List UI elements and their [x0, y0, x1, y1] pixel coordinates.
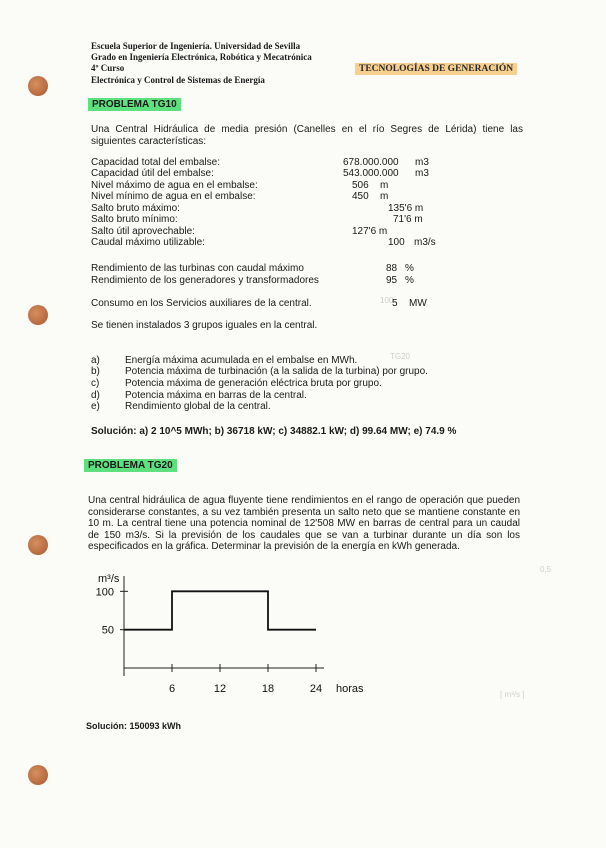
punch-hole [28, 305, 48, 325]
question-letter: e) [91, 401, 100, 412]
header-course: 4º Curso [91, 63, 125, 73]
spec-value: 506 [352, 180, 369, 191]
problem-tg20-text: Una central hidráulica de agua fluyente tiene rendimientos en el rango de operación que pueden considerarse constantes, a su vez también presenta un salto neto que se mantiene constante en 10 m. La central tiene una potencia nominal de 12'508 MW en barras de central para un caudal de 150 m3/s. Si la previsión de los caudales que se van a turbinar durante un día son los especificados en la gráfica. Determinar la previsión de la energía en kWh generada. [88, 495, 520, 553]
question-letter: c) [91, 378, 100, 389]
spec-unit: m [380, 180, 389, 191]
spec-value: 5 [392, 298, 398, 309]
punch-hole [28, 535, 48, 555]
spec-unit: m [380, 191, 389, 202]
question-text: Rendimiento global de la central. [125, 401, 271, 412]
spec-row: Salto bruto máximo: [91, 203, 180, 214]
x-tick-label: 12 [213, 683, 227, 695]
spec-unit: % [405, 275, 414, 286]
show-through: 0,5 [540, 565, 552, 574]
question-letter: a) [91, 355, 100, 366]
spec-value: 100 [388, 237, 405, 248]
x-tick-label: 6 [168, 683, 176, 695]
groups-note: Se tienen instalados 3 grupos iguales en la central. [91, 320, 318, 331]
spec-unit: m3/s [414, 237, 436, 248]
header-subject: Electrónica y Control de Sistemas de Energía [91, 75, 265, 85]
spec-row: Nivel máximo de agua en el embalse: [91, 180, 258, 191]
x-tick-label: 24 [309, 683, 323, 695]
spec-value: 450 [352, 191, 369, 202]
spec-row: Capacidad total del embalse: [91, 157, 220, 168]
spec-value: 127'6 m [352, 226, 388, 237]
header-degree: Grado en Ingeniería Electrónica, Robótica y Mecatrónica [91, 52, 312, 62]
x-tick-label: 18 [261, 683, 275, 695]
spec-value: 95 [386, 275, 398, 286]
spec-row: Rendimiento de los generadores y transformadores [91, 275, 319, 286]
problem-tg10-intro: Una Central Hidráulica de media presión (Canelles en el río Segres de Lérida) tiene las siguientes características: [91, 124, 523, 147]
problem-tg10-title: PROBLEMA TG10 [88, 98, 181, 111]
question-text: Potencia máxima de generación eléctrica bruta por grupo. [125, 378, 382, 389]
punch-hole [28, 765, 48, 785]
spec-value: 135'6 m [388, 203, 424, 214]
punch-hole [28, 76, 48, 96]
spec-row: Salto útil aprovechable: [91, 226, 195, 237]
spec-row: Nivel mínimo de agua en el embalse: [91, 191, 256, 202]
header-topic: TECNOLOGÍAS DE GENERACIÓN [355, 63, 517, 75]
series-line [124, 591, 316, 629]
question-text: Potencia máxima en barras de la central. [125, 390, 307, 401]
spec-value: 678.000.000 [343, 157, 399, 168]
y-tick-label: 50 [101, 624, 114, 637]
spec-unit: m3 [415, 168, 429, 179]
question-text: Potencia máxima de turbinación (a la salida de la turbina) por grupo. [125, 366, 428, 377]
header-school: Escuela Superior de Ingeniería. Universidad de Sevilla [91, 41, 301, 51]
show-through: 100 [380, 296, 394, 305]
spec-value: 543.000.000 [343, 168, 399, 179]
problem-tg20-title: PROBLEMA TG20 [84, 459, 177, 472]
spec-value: 88 [386, 263, 398, 274]
tg20-solution: Solución: 150093 kWh [86, 721, 182, 731]
y-tick-label: 100 [95, 586, 114, 599]
show-through: TG20 [390, 352, 411, 361]
spec-unit: m3 [415, 157, 429, 168]
y-axis-label: m³/s [98, 573, 120, 585]
question-letter: b) [91, 366, 100, 377]
spec-row: Consumo en los Servicios auxiliares de la central. [91, 298, 312, 309]
spec-row: Rendimiento de las turbinas con caudal máximo [91, 263, 304, 274]
x-axis-label: horas [336, 683, 364, 695]
show-through: [ m³/s ] [500, 690, 525, 699]
spec-value: 71'6 m [393, 214, 423, 225]
spec-row: Caudal máximo utilizable: [91, 237, 205, 248]
question-text: Energía máxima acumulada en el embalse en MWh. [125, 355, 358, 366]
spec-unit: MW [409, 298, 427, 309]
flow-chart [80, 568, 364, 698]
question-letter: d) [91, 390, 100, 401]
spec-unit: % [405, 263, 414, 274]
spec-row: Salto bruto mínimo: [91, 214, 178, 225]
tg10-solution: Solución: a) 2 10^5 MWh; b) 36718 kW; c) 34882.1 kW; d) 99.64 MW; e) 74.9 % [91, 426, 457, 437]
spec-row: Capacidad útil del embalse: [91, 168, 214, 179]
